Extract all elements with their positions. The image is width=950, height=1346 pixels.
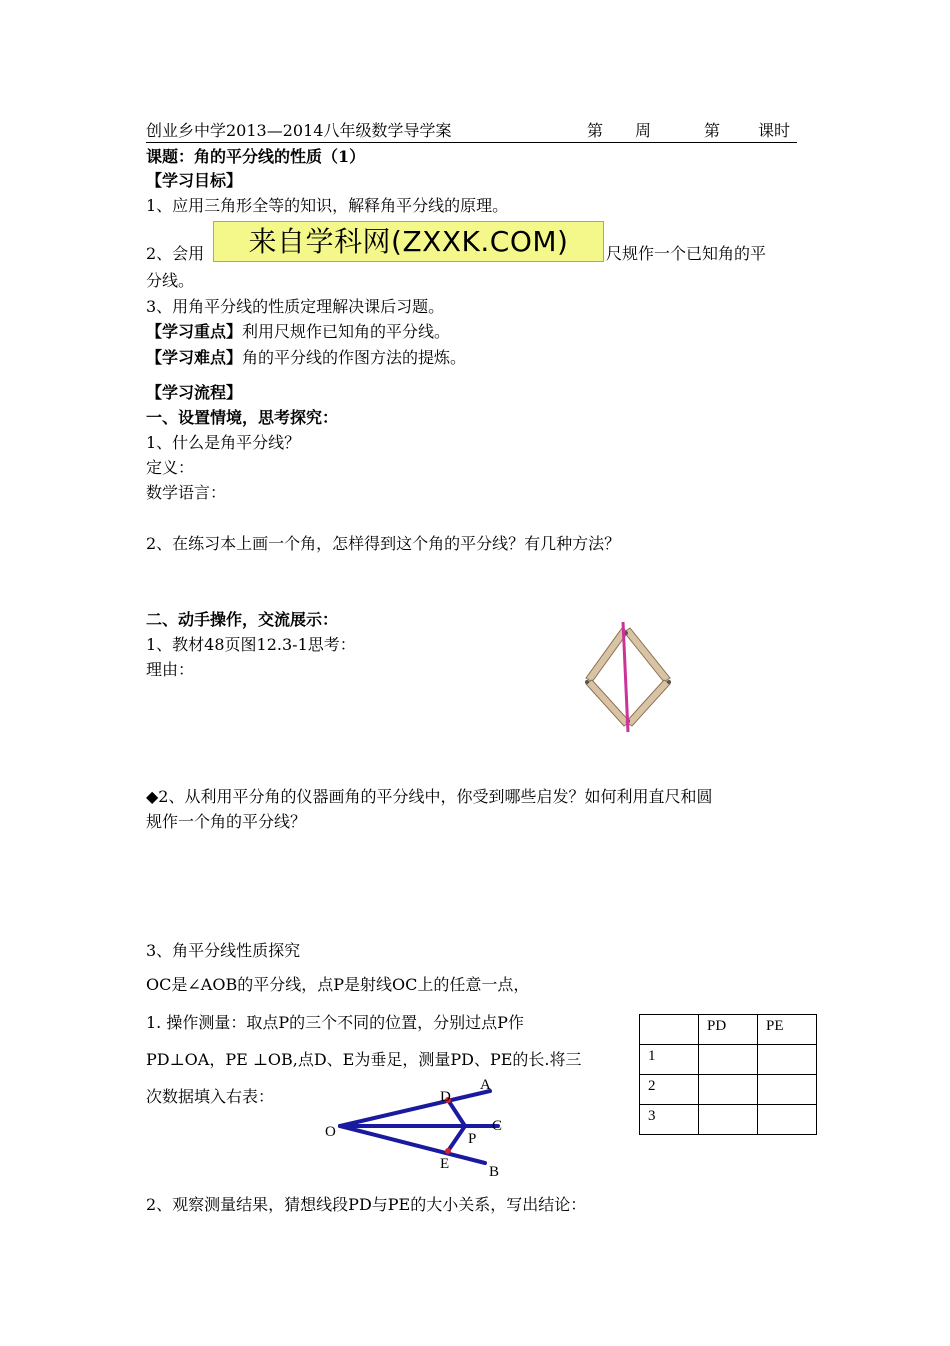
- goal-item-2-end: 尺规作一个已知角的平: [606, 244, 767, 263]
- foot-marker-E: [445, 1148, 451, 1154]
- key-point-text: 利用尺规作已知角的平分线。: [242, 322, 451, 341]
- stick-top-left: [586, 628, 628, 682]
- measurement-table: [639, 1014, 817, 1135]
- goal-item-2-cont: 分线。: [146, 271, 195, 290]
- section2-heading: 二、动手操作，交流展示：: [146, 610, 339, 629]
- table-input-cell[interactable]: [699, 1045, 758, 1075]
- table-input-cell[interactable]: [758, 1075, 817, 1105]
- operation-line-3: 次数据填入右表：: [146, 1087, 275, 1106]
- goals-heading: 【学习目标】: [146, 171, 243, 190]
- section1-heading: 一、设置情境，思考探究：: [146, 408, 339, 427]
- operation-line-2: PD⊥OA，PE ⊥OB,点D、E为垂足，测量PD、PE的长.将三: [146, 1050, 582, 1069]
- lesson-title: 课题：角的平分线的性质（1）: [146, 147, 366, 166]
- goal-item-1: 1、应用三角形全等的知识，解释角平分线的原理。: [146, 196, 509, 215]
- table-input-cell[interactable]: [699, 1075, 758, 1105]
- goal-item-3: 3、用角平分线的性质定理解决课后习题。: [146, 297, 445, 316]
- definition-label: 定义：: [146, 458, 195, 477]
- goal-item-2-start: 2、会用: [146, 244, 205, 263]
- reason-label: 理由：: [146, 660, 195, 679]
- label-C: C: [492, 1118, 503, 1134]
- label-B: B: [489, 1164, 500, 1180]
- segment-PE: [448, 1126, 465, 1151]
- page-header: [146, 120, 797, 143]
- label-E: E: [440, 1156, 450, 1172]
- label-D: D: [440, 1089, 451, 1105]
- section1-question-1: 1、什么是角平分线？: [146, 433, 301, 452]
- watermark-banner: 来自学科网(ZXXK.COM): [213, 221, 604, 262]
- difficulty-label: 【学习难点】: [146, 348, 243, 367]
- section2-question-2-line1: ◆2、从利用平分角的仪器画角的平分线中，你受到哪些启发？如何利用直尺和圆: [146, 787, 713, 806]
- table-cell: 3: [640, 1105, 699, 1135]
- table-header-cell: [640, 1015, 699, 1045]
- math-language-label: 数学语言：: [146, 483, 227, 502]
- operation-line-1: 1. 操作测量：取点P的三个不同的位置，分别过点P作: [146, 1013, 524, 1032]
- header-lesson-label-1: 第: [704, 121, 721, 140]
- header-week-label-1: 第: [587, 121, 604, 140]
- table-header-row: [640, 1015, 817, 1045]
- label-O: O: [325, 1124, 336, 1140]
- stick-top-right: [624, 628, 670, 682]
- stick-bottom-right: [626, 680, 670, 726]
- table-input-cell[interactable]: [758, 1045, 817, 1075]
- difficulty-text: 角的平分线的作图方法的提炼。: [242, 348, 467, 367]
- table-header-cell: PE: [758, 1015, 817, 1045]
- pivot-right: [667, 680, 671, 684]
- header-school-line: 创业乡中学2013—2014八年级数学导学案: [146, 121, 452, 140]
- observe-question: 2、观察测量结果，猜想线段PD与PE的大小关系，写出结论：: [146, 1195, 587, 1214]
- bisector-statement: OC是∠AOB的平分线，点P是射线OC上的任意一点，: [146, 975, 530, 994]
- section2-question-1: 1、教材48页图12.3-1思考：: [146, 635, 356, 654]
- table-cell: 2: [640, 1075, 699, 1105]
- section2-question-2-line2: 规作一个角的平分线？: [146, 812, 307, 831]
- difficulty: [146, 347, 466, 369]
- table-row: [640, 1105, 817, 1135]
- table-cell: 1: [640, 1045, 699, 1075]
- table-header-cell: PD: [699, 1015, 758, 1045]
- key-point-label: 【学习重点】: [146, 322, 243, 341]
- stick-bottom-left: [586, 680, 630, 726]
- key-point: [146, 321, 450, 343]
- label-A: A: [480, 1077, 491, 1093]
- bisector-instrument-figure: [578, 620, 678, 735]
- pivot-left: [585, 680, 589, 684]
- section2-question-3: 3、角平分线性质探究: [146, 941, 301, 960]
- table-row: [640, 1045, 817, 1075]
- section1-question-2: 2、在练习本上画一个角，怎样得到这个角的平分线？有几种方法？: [146, 534, 621, 553]
- process-heading: 【学习流程】: [146, 383, 243, 402]
- ray-OA: [340, 1091, 490, 1126]
- table-input-cell[interactable]: [699, 1105, 758, 1135]
- label-P: P: [468, 1131, 477, 1147]
- table-row: [640, 1075, 817, 1105]
- header-week-label-2: 周: [635, 121, 652, 140]
- table-input-cell[interactable]: [758, 1105, 817, 1135]
- header-lesson-label-2: 课时: [758, 121, 791, 140]
- angle-bisector-diagram: [320, 1075, 520, 1185]
